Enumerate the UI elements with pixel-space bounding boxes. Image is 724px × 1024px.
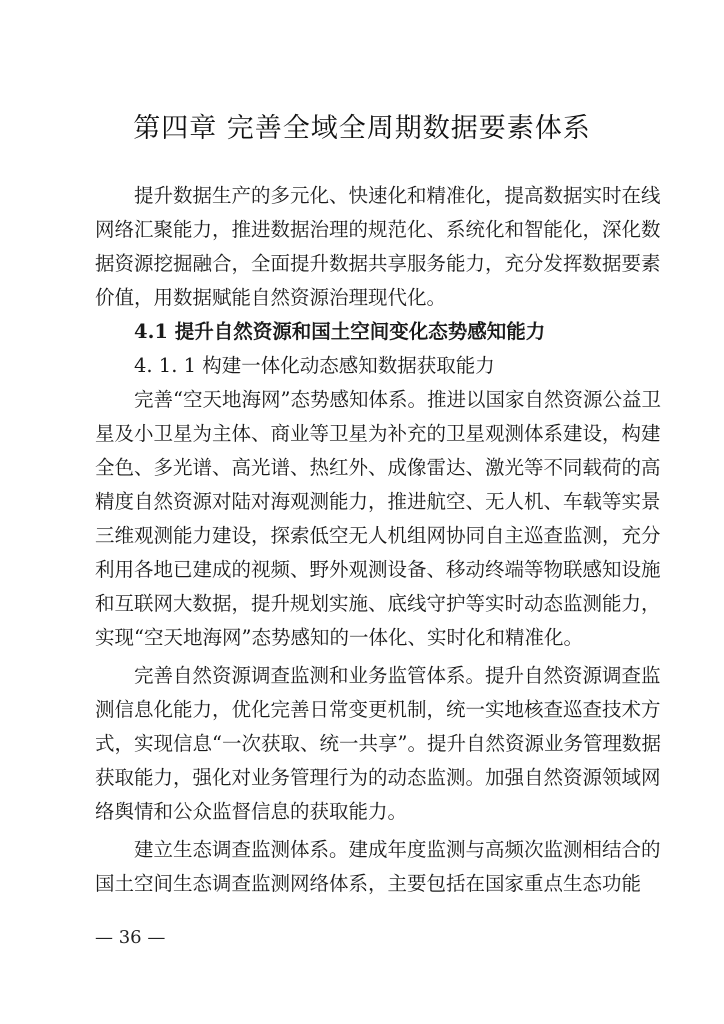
intro-line-1: 提升数据生产的多元化、快速化和精准化，提高数据实时在线: [134, 184, 661, 207]
paragraph-1-line-5: 三维观测能力建设，探索低空无人机组网协同自主巡查监测，充分: [95, 524, 661, 547]
paragraph-2-line-3: 式，实现信息“一次获取、统一共享”。提升自然资源业务管理数据: [95, 732, 661, 755]
paragraph-1-line-8: 实现“空天地海网”态势感知的一体化、实时化和精准化。: [95, 626, 583, 649]
intro-line-4: 价值，用数据赋能自然资源治理现代化。: [95, 286, 447, 309]
paragraph-3-line-1: 建立生态调查监测体系。建成年度监测与高频次监测相结合的: [134, 838, 661, 861]
paragraph-1-line-7: 和互联网大数据，提升规划实施、底线守护等实时动态监测能力，: [95, 592, 661, 615]
paragraph-1-line-1: 完善“空天地海网”态势感知体系。推进以国家自然资源公益卫: [134, 388, 661, 411]
subsection-heading-4-1-1: 4. 1. 1 构建一体化动态感知数据获取能力: [134, 354, 495, 377]
paragraph-2-line-4: 获取能力，强化对业务管理行为的动态监测。加强自然资源领域网: [95, 766, 661, 789]
intro-line-2: 网络汇聚能力，推进数据治理的规范化、系统化和智能化，深化数: [95, 218, 661, 241]
paragraph-1-line-4: 精度自然资源对陆对海观测能力，推进航空、无人机、车载等实景: [95, 490, 661, 513]
page-number: — 36 —: [95, 927, 166, 948]
paragraph-2-line-5: 络舆情和公众监督信息的获取能力。: [95, 800, 408, 823]
intro-line-3: 据资源挖掘融合，全面提升数据共享服务能力，充分发挥数据要素: [95, 252, 661, 275]
chapter-title: 第四章 完善全域全周期数据要素体系: [133, 113, 591, 144]
section-heading-4-1: 4.1 提升自然资源和国土空间变化态势感知能力: [134, 320, 546, 343]
paragraph-1-line-2: 星及小卫星为主体、商业等卫星为补充的卫星观测体系建设，构建: [95, 422, 661, 445]
paragraph-1-line-3: 全色、多光谱、高光谱、热红外、成像雷达、激光等不同载荷的高: [95, 456, 661, 479]
paragraph-1-line-6: 利用各地已建成的视频、野外观测设备、移动终端等物联感知设施: [95, 558, 661, 581]
paragraph-2-line-2: 测信息化能力，优化完善日常变更机制，统一实地核查巡查技术方: [95, 698, 661, 721]
paragraph-2-line-1: 完善自然资源调查监测和业务监管体系。提升自然资源调查监: [134, 664, 661, 687]
paragraph-3-line-2: 国土空间生态调查监测网络体系，主要包括在国家重点生态功能: [95, 872, 642, 895]
